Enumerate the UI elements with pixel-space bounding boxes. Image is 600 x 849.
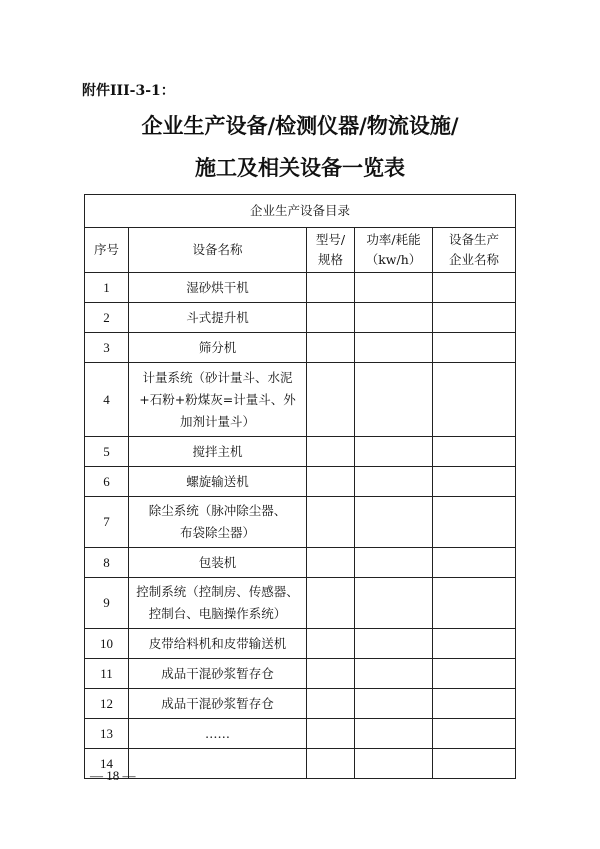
row-equipment-name (129, 689, 307, 719)
row-equipment-name (129, 578, 307, 629)
row-maker-cell[interactable] (433, 363, 516, 437)
table-row (85, 578, 516, 629)
row-model-cell[interactable] (307, 548, 355, 578)
row-equipment-name-line: 控制台、电脑操作系统） (148, 606, 287, 621)
row-maker-cell[interactable] (433, 719, 516, 749)
document-title-line2: 施工及相关设备一览表 (195, 155, 405, 180)
row-equipment-name (129, 629, 307, 659)
row-equipment-name-line: 包装机 (198, 554, 237, 570)
row-seq: 7 (85, 497, 129, 548)
row-equipment-name-line: +石粉+粉煤灰=计量斗、外 (139, 391, 296, 407)
row-equipment-name (129, 437, 307, 467)
table-row (85, 749, 516, 779)
equipment-table (84, 194, 516, 779)
row-seq: 10 (85, 629, 129, 659)
header-power (355, 228, 433, 273)
table-row (85, 497, 516, 548)
row-power-cell[interactable] (355, 659, 433, 689)
row-power-cell[interactable] (355, 689, 433, 719)
row-equipment-name (129, 548, 307, 578)
header-power-line1: 功率/耗能 (366, 232, 421, 247)
row-seq: 6 (85, 467, 129, 497)
row-maker-cell[interactable] (433, 749, 516, 779)
table-row (85, 437, 516, 467)
row-model-cell[interactable] (307, 273, 355, 303)
table-row (85, 548, 516, 578)
row-seq: 13 (85, 719, 129, 749)
row-equipment-name (129, 303, 307, 333)
header-name: 设备名称 (129, 228, 307, 273)
row-equipment-name-line: 筛分机 (198, 339, 237, 355)
row-equipment-name-line: 皮带给料机和皮带输送机 (148, 635, 287, 651)
row-model-cell[interactable] (307, 689, 355, 719)
row-power-cell[interactable] (355, 497, 433, 548)
row-equipment-name-line: 搅拌主机 (192, 443, 243, 459)
header-power-line2: （kw/h） (365, 252, 422, 267)
row-equipment-name (129, 363, 307, 437)
row-equipment-name (129, 273, 307, 303)
table-row (85, 659, 516, 689)
row-seq: 12 (85, 689, 129, 719)
row-equipment-name-line: 螺旋输送机 (186, 473, 249, 489)
row-maker-cell[interactable] (433, 548, 516, 578)
row-equipment-name-line: 加剂计量斗） (179, 413, 255, 429)
row-equipment-name-line: 成品干混砂浆暂存仓 (161, 665, 274, 681)
table-row (85, 363, 516, 437)
row-seq: 11 (85, 659, 129, 689)
page-number: — 18 — (90, 768, 136, 783)
row-power-cell[interactable] (355, 578, 433, 629)
header-model-line2: 规格 (317, 252, 343, 267)
row-equipment-name-line: 湿砂烘干机 (186, 279, 249, 295)
row-equipment-name (129, 749, 307, 779)
row-seq: 3 (85, 333, 129, 363)
row-model-cell[interactable] (307, 578, 355, 629)
document-title-line1: 企业生产设备/检测仪器/物流设施/ (141, 113, 459, 138)
row-equipment-name (129, 719, 307, 749)
row-equipment-name (129, 467, 307, 497)
row-model-cell[interactable] (307, 363, 355, 437)
row-maker-cell[interactable] (433, 437, 516, 467)
table-caption-row (85, 195, 516, 228)
row-model-cell[interactable] (307, 467, 355, 497)
row-seq: 1 (85, 273, 129, 303)
row-maker-cell[interactable] (433, 497, 516, 548)
row-model-cell[interactable] (307, 497, 355, 548)
table-row (85, 333, 516, 363)
table-row (85, 273, 516, 303)
row-seq: 2 (85, 303, 129, 333)
row-power-cell[interactable] (355, 273, 433, 303)
row-seq: 8 (85, 548, 129, 578)
row-seq: 5 (85, 437, 129, 467)
header-model-line1: 型号/ (315, 232, 346, 247)
row-equipment-name-line: 除尘系统（脉冲除尘器、 (148, 503, 287, 518)
row-equipment-name-line: 成品干混砂浆暂存仓 (161, 695, 274, 711)
row-seq: 4 (85, 363, 129, 437)
header-model (307, 228, 355, 273)
header-maker-line2: 企业名称 (449, 252, 500, 267)
row-equipment-name-line: 控制系统（控制房、传感器、 (136, 584, 299, 599)
table-caption: 企业生产设备目录 (85, 195, 516, 228)
row-maker-cell[interactable] (433, 273, 516, 303)
row-equipment-name (129, 333, 307, 363)
row-equipment-name-line: 斗式提升机 (186, 309, 249, 325)
row-power-cell[interactable] (355, 363, 433, 437)
row-seq: 14 (85, 749, 129, 779)
row-power-cell[interactable] (355, 719, 433, 749)
row-equipment-name-line: 计量系统（砂计量斗、水泥 (142, 369, 293, 385)
row-power-cell[interactable] (355, 629, 433, 659)
row-equipment-name-line: 布袋除尘器） (179, 525, 255, 540)
row-maker-cell[interactable] (433, 467, 516, 497)
row-equipment-name (129, 659, 307, 689)
table-row (85, 689, 516, 719)
header-seq: 序号 (85, 228, 129, 273)
row-maker-cell[interactable] (433, 578, 516, 629)
row-model-cell[interactable] (307, 659, 355, 689)
row-model-cell[interactable] (307, 749, 355, 779)
table-header-row (85, 228, 516, 273)
row-model-cell[interactable] (307, 719, 355, 749)
row-equipment-name (129, 497, 307, 548)
table-row (85, 467, 516, 497)
row-power-cell[interactable] (355, 303, 433, 333)
row-seq: 9 (85, 578, 129, 629)
row-power-cell[interactable] (355, 548, 433, 578)
row-equipment-name-line: …… (205, 725, 230, 741)
row-power-cell[interactable] (355, 437, 433, 467)
header-maker (433, 228, 516, 273)
table-row (85, 629, 516, 659)
table-row (85, 303, 516, 333)
row-model-cell[interactable] (307, 629, 355, 659)
row-model-cell[interactable] (307, 303, 355, 333)
row-model-cell[interactable] (307, 437, 355, 467)
row-power-cell[interactable] (355, 467, 433, 497)
row-maker-cell[interactable] (433, 629, 516, 659)
row-maker-cell[interactable] (433, 689, 516, 719)
table-row (85, 719, 516, 749)
row-power-cell[interactable] (355, 333, 433, 363)
header-maker-line1: 设备生产 (449, 232, 500, 247)
row-model-cell[interactable] (307, 333, 355, 363)
row-maker-cell[interactable] (433, 333, 516, 363)
attachment-label: 附件III-3-1： (82, 83, 175, 99)
row-maker-cell[interactable] (433, 303, 516, 333)
row-maker-cell[interactable] (433, 659, 516, 689)
row-power-cell[interactable] (355, 749, 433, 779)
